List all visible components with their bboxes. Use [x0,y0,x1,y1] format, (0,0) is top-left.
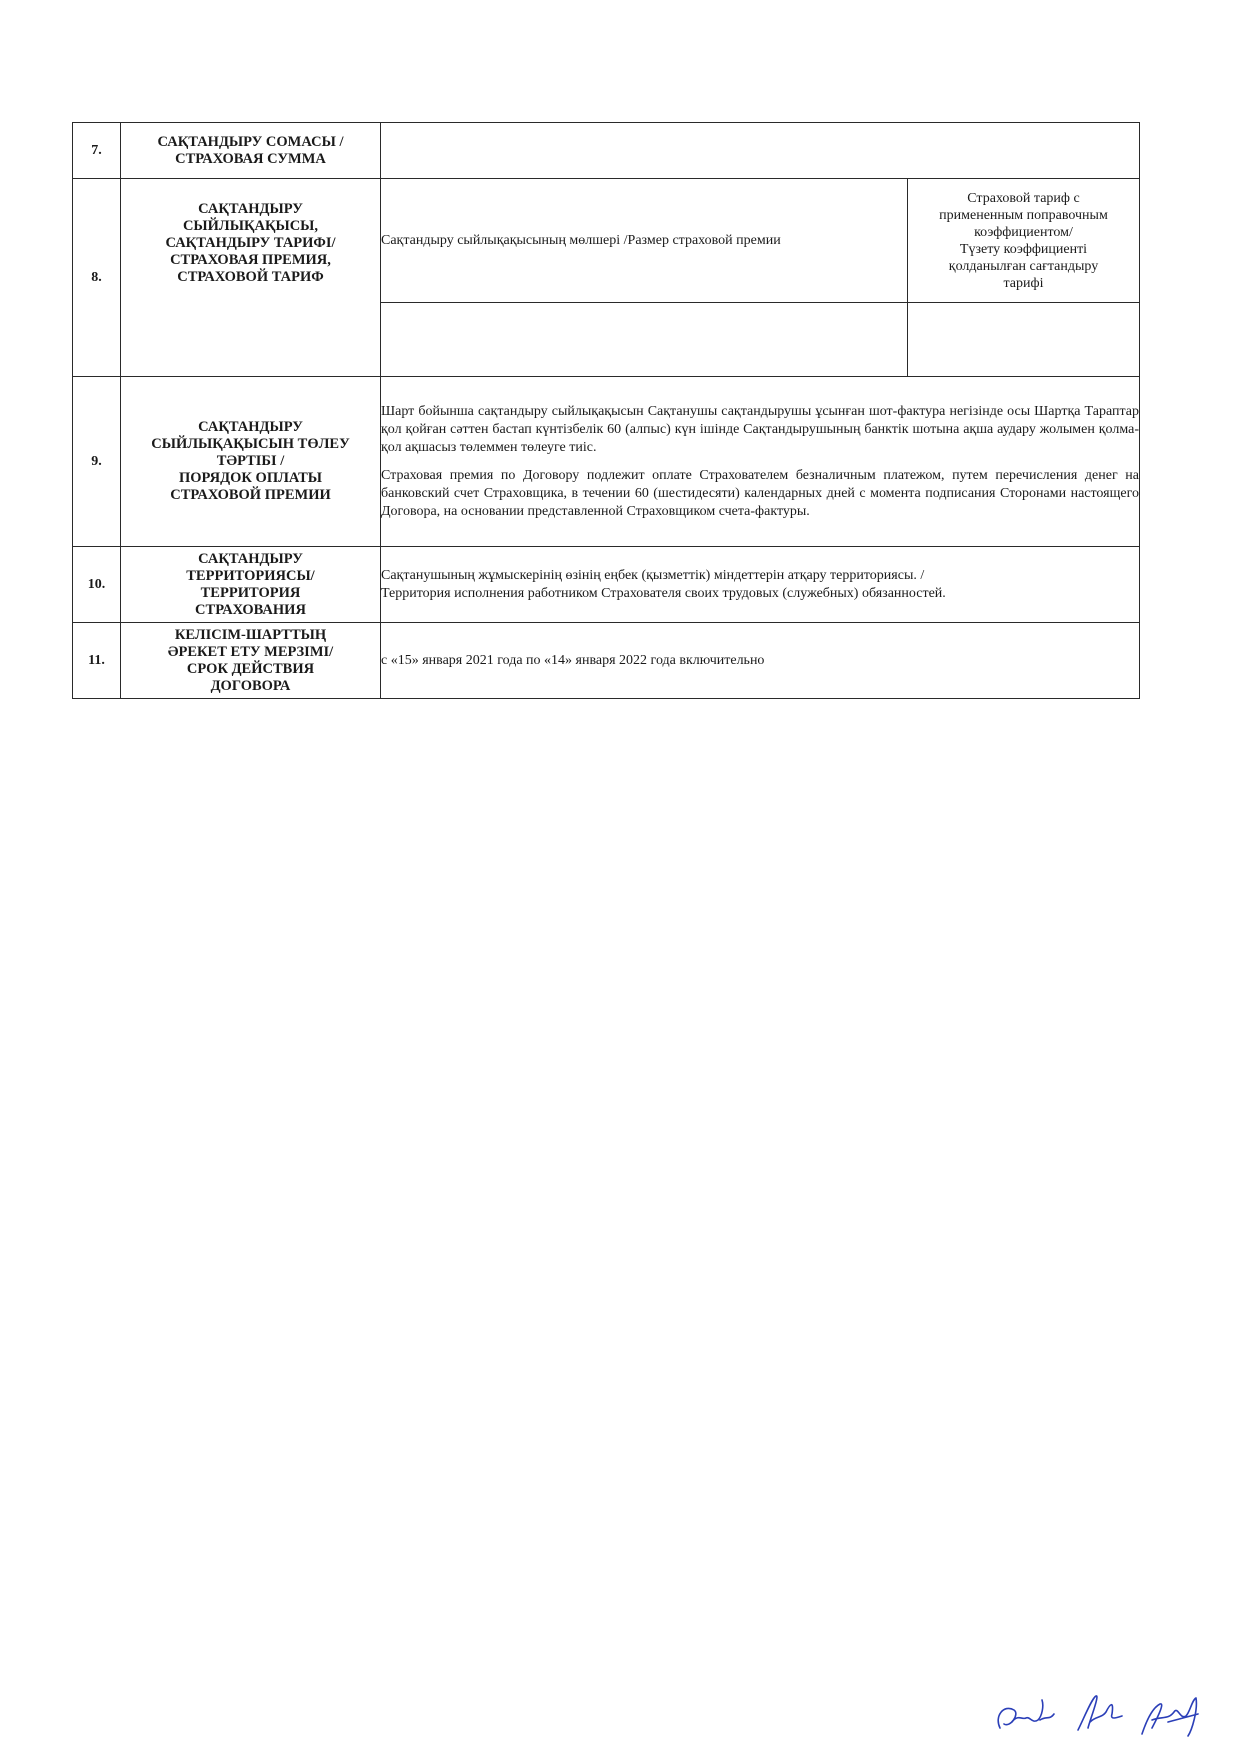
contract-terms-table [72,122,1140,699]
table-row [73,123,1140,179]
tariff-line: Страховой тариф с [967,190,1080,206]
signature-1 [998,1700,1054,1728]
tariff-line: коэффициентом/ [974,224,1073,240]
tariff-line: Түзету коэффициенті [959,241,1088,257]
premium-value [381,303,908,377]
title-line: ТЕРРИТОРИЯСЫ/ [186,567,315,584]
row-title [121,123,381,179]
tariff-header [908,179,1140,303]
title-line: СТРАХОВАНИЯ [195,601,306,618]
signature-strokes [998,1696,1198,1736]
title-line: САҚТАНДЫРУ ТАРИФІ/ [165,235,336,251]
tariff-value [908,303,1140,377]
title-line: САҚТАНДЫРУ СОМАСЫ / [157,133,344,150]
title-line: ДОГОВОРА [210,677,291,694]
title-line: САҚТАНДЫРУ [198,419,303,435]
title-line: СТРАХОВОЙ ПРЕМИИ [170,487,331,503]
row-title [121,547,381,623]
table-row [73,623,1140,699]
table-row [73,377,1140,547]
signatures [992,1690,1212,1740]
row-title [121,377,381,547]
title-line: СТРАХОВАЯ ПРЕМИЯ, [170,252,331,268]
title-line: КЕЛІСІМ-ШАРТТЫҢ [174,626,327,643]
title-line: ӘРЕКЕТ ЕТУ МЕРЗІМІ/ [167,643,334,660]
row-number: 11. [73,623,121,699]
title-line: САҚТАНДЫРУ [198,550,303,567]
title-line: СЫЙЛЫҚАҚЫСЫ, [182,218,319,234]
title-line: ТЕРРИТОРИЯ [200,584,301,601]
row-title [121,179,381,377]
insurance-sum-value [381,123,1140,179]
row-number: 10. [73,547,121,623]
tariff-line: тарифі [1003,275,1044,291]
tariff-line: примененным поправочным [939,207,1108,223]
tariff-line: қолданылған сағтандыру [948,258,1099,274]
title-line: СТРАХОВАЯ СУММА [175,150,326,167]
premium-header: Сақтандыру сыйлықақысының мөлшері /Размер страховой премии [381,179,908,303]
row-title [121,623,381,699]
title-line: СРОК ДЕЙСТВИЯ [186,660,315,677]
title-line: ПОРЯДОК ОПЛАТЫ [178,470,323,486]
territory-line: Территория исполнения работником Страхователя своих трудовых (служебных) обязанностей. [381,585,946,601]
table-row [73,547,1140,623]
paragraph-ru: Страховая премия по Договору подлежит оплате Страхователем безналичным платежом, путем перечисления денег на банковский счет Страховщика, в течении 60 (шестидесяти) календарных дней с момента подписания Сторонами настоящего Договора, на основании представленной Страховщиком счета-фактуры. [381,467,1139,519]
table-row [73,179,1140,303]
territory-line: Сақтанушының жұмыскерінің өзінің еңбек (қызметтік) міндеттерін атқару территориясы. / [381,567,925,583]
row-number: 8. [73,179,121,377]
contract-term-value: с «15» января 2021 года по «14» января 2022 года включительно [381,623,1140,699]
row-number: 9. [73,377,121,547]
title-line: СЫЙЛЫҚАҚЫСЫН ТӨЛЕУ [151,436,350,452]
title-line: СТРАХОВОЙ ТАРИФ [177,269,324,285]
signature-3 [1142,1698,1198,1736]
paragraph-kz: Шарт бойынша сақтандыру сыйлықақысын Сақтанушы сақтандырушы ұсынған шот-фактура негізінде осы Шартқа Тараптар қол қойған сәттен бастап күнтізбелік 60 (алпыс) күн ішінде Сақтандырушының банктік шотына ақша аудару жолымен қолма-қол ақшасыз төлеммен төлеуге тиіс. [381,403,1139,455]
title-line: ТӘРТІБІ / [216,453,285,469]
signature-2 [1078,1696,1122,1730]
row-number: 7. [73,123,121,179]
payment-order-text [381,377,1140,547]
title-line: САҚТАНДЫРУ [198,201,303,217]
territory-text [381,547,1140,623]
